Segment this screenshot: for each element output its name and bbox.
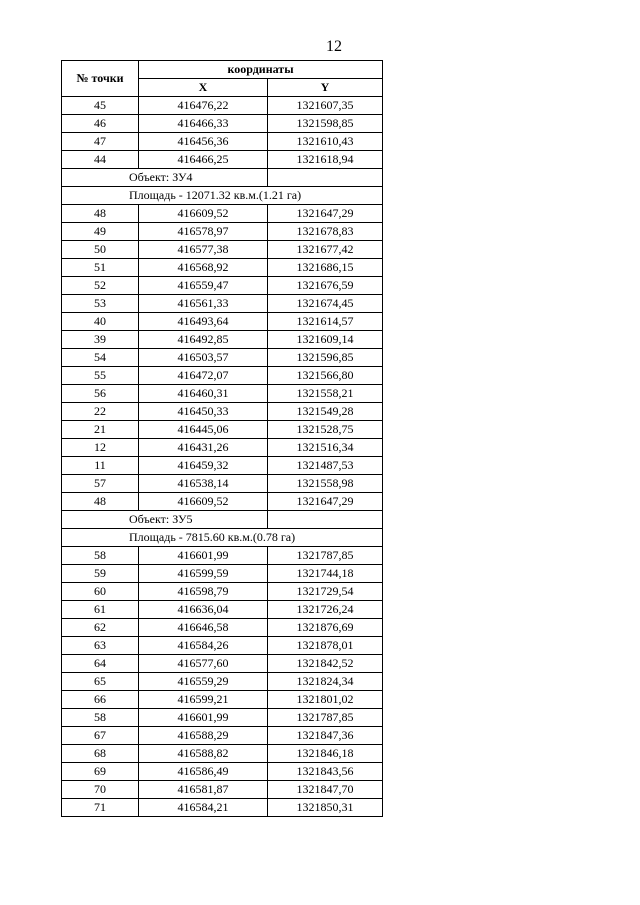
- point-number-cell: 68: [62, 745, 139, 763]
- y-coordinate-cell: 1321824,34: [268, 673, 383, 691]
- area-label: Площадь - 12071.32 кв.м.(1.21 га): [62, 187, 383, 205]
- point-number-cell: 47: [62, 133, 139, 151]
- coordinates-header: координаты: [139, 61, 383, 79]
- point-number-cell: 58: [62, 547, 139, 565]
- table-row: [62, 583, 383, 601]
- table-row: [62, 241, 383, 259]
- table-row: [62, 493, 383, 511]
- point-number-cell: 39: [62, 331, 139, 349]
- y-coordinate-cell: 1321647,29: [268, 493, 383, 511]
- point-number-cell: 55: [62, 367, 139, 385]
- x-coordinate-cell: 416456,36: [139, 133, 268, 151]
- point-number-cell: 51: [62, 259, 139, 277]
- table-row: [62, 97, 383, 115]
- y-coordinate-cell: 1321850,31: [268, 799, 383, 817]
- point-number-cell: 60: [62, 583, 139, 601]
- point-number-cell: 21: [62, 421, 139, 439]
- table-row: [62, 781, 383, 799]
- x-coordinate-cell: 416492,85: [139, 331, 268, 349]
- y-coordinate-cell: 1321647,29: [268, 205, 383, 223]
- x-coordinate-cell: 416636,04: [139, 601, 268, 619]
- table-row: [62, 313, 383, 331]
- table-row: [62, 547, 383, 565]
- x-coordinate-cell: 416584,26: [139, 637, 268, 655]
- y-coordinate-cell: 1321686,15: [268, 259, 383, 277]
- x-coordinate-cell: 416568,92: [139, 259, 268, 277]
- point-number-cell: 61: [62, 601, 139, 619]
- table-row: [62, 637, 383, 655]
- table-row: [62, 151, 383, 169]
- table-body: [62, 97, 383, 817]
- x-coordinate-cell: 416466,25: [139, 151, 268, 169]
- y-coordinate-cell: 1321549,28: [268, 403, 383, 421]
- x-coordinate-cell: 416586,49: [139, 763, 268, 781]
- x-coordinate-cell: 416472,07: [139, 367, 268, 385]
- table-row: [62, 745, 383, 763]
- x-coordinate-cell: 416459,32: [139, 457, 268, 475]
- table-row: [62, 619, 383, 637]
- y-coordinate-cell: 1321614,57: [268, 313, 383, 331]
- x-coordinate-cell: 416598,79: [139, 583, 268, 601]
- y-coordinate-cell: 1321566,80: [268, 367, 383, 385]
- point-number-cell: 45: [62, 97, 139, 115]
- y-coordinate-cell: 1321516,34: [268, 439, 383, 457]
- point-number-cell: 70: [62, 781, 139, 799]
- y-coordinate-cell: 1321744,18: [268, 565, 383, 583]
- y-coordinate-cell: 1321843,56: [268, 763, 383, 781]
- point-number-cell: 53: [62, 295, 139, 313]
- table-header: [62, 61, 383, 97]
- x-coordinate-cell: 416577,38: [139, 241, 268, 259]
- x-coordinate-cell: 416503,57: [139, 349, 268, 367]
- point-number-cell: 57: [62, 475, 139, 493]
- table-row: [62, 727, 383, 745]
- y-coordinate-cell: 1321842,52: [268, 655, 383, 673]
- x-coordinate-cell: 416559,47: [139, 277, 268, 295]
- y-coordinate-cell: 1321878,01: [268, 637, 383, 655]
- x-coordinate-cell: 416609,52: [139, 205, 268, 223]
- y-coordinate-cell: 1321787,85: [268, 547, 383, 565]
- x-coordinate-cell: 416609,52: [139, 493, 268, 511]
- y-coordinate-cell: 1321677,42: [268, 241, 383, 259]
- x-coordinate-cell: 416431,26: [139, 439, 268, 457]
- table-row: [62, 457, 383, 475]
- table-row: [62, 259, 383, 277]
- y-coordinate-cell: 1321558,98: [268, 475, 383, 493]
- y-header: Y: [268, 79, 383, 97]
- point-number-cell: 64: [62, 655, 139, 673]
- x-coordinate-cell: 416581,87: [139, 781, 268, 799]
- table-row: [62, 115, 383, 133]
- x-coordinate-cell: 416601,99: [139, 547, 268, 565]
- point-number-cell: 69: [62, 763, 139, 781]
- x-coordinate-cell: 416450,33: [139, 403, 268, 421]
- point-number-cell: 56: [62, 385, 139, 403]
- table-row: [62, 223, 383, 241]
- x-coordinate-cell: 416493,64: [139, 313, 268, 331]
- x-coordinate-cell: 416577,60: [139, 655, 268, 673]
- area-row: [62, 187, 383, 205]
- y-coordinate-cell: 1321674,45: [268, 295, 383, 313]
- x-coordinate-cell: 416588,29: [139, 727, 268, 745]
- empty-cell: [268, 511, 383, 529]
- table-row: [62, 385, 383, 403]
- x-coordinate-cell: 416460,31: [139, 385, 268, 403]
- table-row: [62, 673, 383, 691]
- point-number-cell: 48: [62, 205, 139, 223]
- point-number-cell: 40: [62, 313, 139, 331]
- area-label: Площадь - 7815.60 кв.м.(0.78 га): [62, 529, 383, 547]
- y-coordinate-cell: 1321676,59: [268, 277, 383, 295]
- table-row: [62, 421, 383, 439]
- x-coordinate-cell: 416588,82: [139, 745, 268, 763]
- y-coordinate-cell: 1321610,43: [268, 133, 383, 151]
- point-number-cell: 46: [62, 115, 139, 133]
- y-coordinate-cell: 1321847,36: [268, 727, 383, 745]
- y-coordinate-cell: 1321729,54: [268, 583, 383, 601]
- y-coordinate-cell: 1321678,83: [268, 223, 383, 241]
- table-row: [62, 763, 383, 781]
- table-row: [62, 709, 383, 727]
- point-number-cell: 66: [62, 691, 139, 709]
- x-header: X: [139, 79, 268, 97]
- y-coordinate-cell: 1321726,24: [268, 601, 383, 619]
- x-coordinate-cell: 416599,21: [139, 691, 268, 709]
- table-row: [62, 349, 383, 367]
- point-number-cell: 44: [62, 151, 139, 169]
- point-number-cell: 58: [62, 709, 139, 727]
- x-coordinate-cell: 416646,58: [139, 619, 268, 637]
- object-row: [62, 511, 383, 529]
- x-coordinate-cell: 416445,06: [139, 421, 268, 439]
- x-coordinate-cell: 416584,21: [139, 799, 268, 817]
- object-label: Объект: ЗУ5: [62, 511, 268, 529]
- x-coordinate-cell: 416559,29: [139, 673, 268, 691]
- table-row: [62, 799, 383, 817]
- point-number-cell: 63: [62, 637, 139, 655]
- y-coordinate-cell: 1321598,85: [268, 115, 383, 133]
- table-row: [62, 565, 383, 583]
- point-number-cell: 52: [62, 277, 139, 295]
- x-coordinate-cell: 416601,99: [139, 709, 268, 727]
- y-coordinate-cell: 1321787,85: [268, 709, 383, 727]
- table-row: [62, 205, 383, 223]
- y-coordinate-cell: 1321487,53: [268, 457, 383, 475]
- y-coordinate-cell: 1321607,35: [268, 97, 383, 115]
- point-number-cell: 48: [62, 493, 139, 511]
- y-coordinate-cell: 1321801,02: [268, 691, 383, 709]
- empty-cell: [268, 169, 383, 187]
- point-number-cell: 11: [62, 457, 139, 475]
- table-row: [62, 133, 383, 151]
- table-row: [62, 655, 383, 673]
- y-coordinate-cell: 1321618,94: [268, 151, 383, 169]
- table-row: [62, 367, 383, 385]
- header-row: [62, 61, 383, 79]
- table-row: [62, 277, 383, 295]
- y-coordinate-cell: 1321846,18: [268, 745, 383, 763]
- page-number: 12: [326, 38, 342, 55]
- table-row: [62, 403, 383, 421]
- y-coordinate-cell: 1321528,75: [268, 421, 383, 439]
- area-row: [62, 529, 383, 547]
- point-number-cell: 67: [62, 727, 139, 745]
- point-number-header: № точки: [62, 61, 139, 97]
- point-number-cell: 65: [62, 673, 139, 691]
- point-number-cell: 50: [62, 241, 139, 259]
- table-row: [62, 475, 383, 493]
- x-coordinate-cell: 416599,59: [139, 565, 268, 583]
- point-number-cell: 49: [62, 223, 139, 241]
- x-coordinate-cell: 416466,33: [139, 115, 268, 133]
- point-number-cell: 22: [62, 403, 139, 421]
- table-row: [62, 691, 383, 709]
- x-coordinate-cell: 416561,33: [139, 295, 268, 313]
- y-coordinate-cell: 1321847,70: [268, 781, 383, 799]
- y-coordinate-cell: 1321558,21: [268, 385, 383, 403]
- x-coordinate-cell: 416578,97: [139, 223, 268, 241]
- point-number-cell: 59: [62, 565, 139, 583]
- x-coordinate-cell: 416476,22: [139, 97, 268, 115]
- point-number-cell: 71: [62, 799, 139, 817]
- y-coordinate-cell: 1321876,69: [268, 619, 383, 637]
- table-row: [62, 439, 383, 457]
- coordinates-table: [61, 60, 383, 817]
- x-coordinate-cell: 416538,14: [139, 475, 268, 493]
- table-row: [62, 331, 383, 349]
- object-label: Объект: ЗУ4: [62, 169, 268, 187]
- y-coordinate-cell: 1321596,85: [268, 349, 383, 367]
- table-row: [62, 295, 383, 313]
- y-coordinate-cell: 1321609,14: [268, 331, 383, 349]
- point-number-cell: 12: [62, 439, 139, 457]
- point-number-cell: 54: [62, 349, 139, 367]
- table-row: [62, 601, 383, 619]
- point-number-cell: 62: [62, 619, 139, 637]
- object-row: [62, 169, 383, 187]
